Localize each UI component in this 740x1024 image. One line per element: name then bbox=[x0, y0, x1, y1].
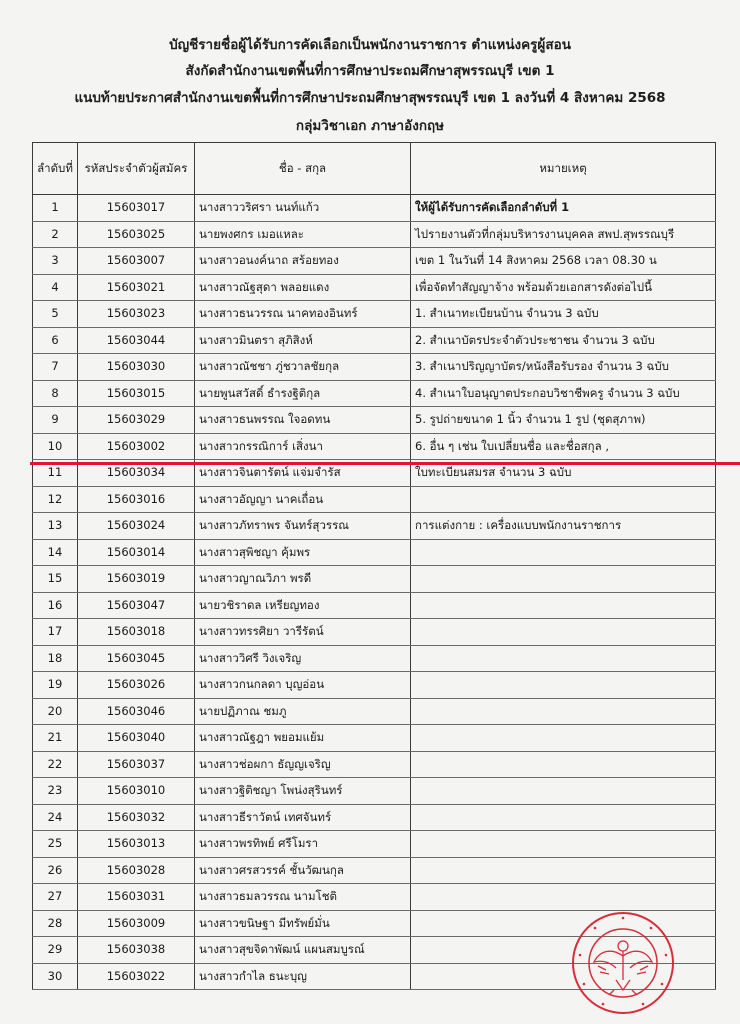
subject-group-title: กลุ่มวิชาเอก ภาษาอังกฤษ bbox=[295, 118, 445, 134]
applicant-id: 15603034 bbox=[78, 460, 195, 487]
table-row bbox=[33, 513, 716, 540]
applicant-id: 15603024 bbox=[78, 513, 195, 540]
table-row bbox=[33, 301, 716, 328]
full-name: นางสาวขนิษฐา มีทรัพย์มั่น bbox=[195, 910, 411, 937]
remark: เขต 1 ในวันที่ 14 สิงหาคม 2568 เวลา 08.30 น bbox=[411, 248, 716, 275]
row-number: 12 bbox=[33, 486, 78, 513]
row-number: 9 bbox=[33, 407, 78, 434]
applicant-id: 15603028 bbox=[78, 857, 195, 884]
table-row bbox=[33, 221, 716, 248]
row-number: 25 bbox=[33, 831, 78, 858]
full-name: นางสาวสุพิชญา คุ้มพร bbox=[195, 539, 411, 566]
remark bbox=[411, 884, 716, 911]
table-row bbox=[33, 274, 716, 301]
remark bbox=[411, 645, 716, 672]
applicant-id: 15603018 bbox=[78, 619, 195, 646]
table-row bbox=[33, 725, 716, 752]
row-number: 17 bbox=[33, 619, 78, 646]
applicant-id: 15603009 bbox=[78, 910, 195, 937]
table-row bbox=[33, 831, 716, 858]
table-row bbox=[33, 407, 716, 434]
full-name: นางสาวณัฐฎา พยอมแย้ม bbox=[195, 725, 411, 752]
remark: ให้ผู้ได้รับการคัดเลือกลำดับที่ 1 bbox=[411, 195, 716, 222]
table-row bbox=[33, 857, 716, 884]
full-name: นางสาวพรทิพย์ ศรีโมรา bbox=[195, 831, 411, 858]
remark bbox=[411, 725, 716, 752]
document-title-line-1: บัญชีรายชื่อผู้ได้รับการคัดเลือกเป็นพนักงานราชการ ตำแหน่งครูผู้สอน bbox=[169, 37, 571, 53]
full-name: นางสาวณัชชา ภู่ชวาลชัยกุล bbox=[195, 354, 411, 381]
table-row bbox=[33, 884, 716, 911]
remark: 6. อื่น ๆ เช่น ใบเปลี่ยนชื่อ และชื่อสกุล , bbox=[411, 433, 716, 460]
applicant-id: 15603021 bbox=[78, 274, 195, 301]
row-number: 3 bbox=[33, 248, 78, 275]
table-row bbox=[33, 433, 716, 460]
row-number: 19 bbox=[33, 672, 78, 699]
table-row bbox=[33, 672, 716, 699]
remark: ใบทะเบียนสมรส จำนวน 3 ฉบับ bbox=[411, 460, 716, 487]
table-row bbox=[33, 804, 716, 831]
full-name: นายวชิราดล เหรียญทอง bbox=[195, 592, 411, 619]
full-name: นางสาวอนงค์นาถ สร้อยทอง bbox=[195, 248, 411, 275]
applicant-id: 15603046 bbox=[78, 698, 195, 725]
full-name: นางสาวธนพรรณ ใจอดทน bbox=[195, 407, 411, 434]
full-name: นางสาวสุขจิดาพัฒน์ แผนสมบูรณ์ bbox=[195, 937, 411, 964]
applicant-id: 15603017 bbox=[78, 195, 195, 222]
full-name: นายปฏิภาณ ชมภู bbox=[195, 698, 411, 725]
applicant-id: 15603037 bbox=[78, 751, 195, 778]
full-name: นางสาวฐิติชญา โพน่งสุรินทร์ bbox=[195, 778, 411, 805]
table-row bbox=[33, 486, 716, 513]
row-number: 26 bbox=[33, 857, 78, 884]
row-number: 22 bbox=[33, 751, 78, 778]
row-number: 5 bbox=[33, 301, 78, 328]
applicant-id: 15603007 bbox=[78, 248, 195, 275]
applicant-id: 15603032 bbox=[78, 804, 195, 831]
applicant-id: 15603031 bbox=[78, 884, 195, 911]
table-row bbox=[33, 566, 716, 593]
applicant-id: 15603010 bbox=[78, 778, 195, 805]
full-name: นางสาวกำไล ธนะบุญ bbox=[195, 963, 411, 990]
row-number: 11 bbox=[33, 460, 78, 487]
applicant-id: 15603045 bbox=[78, 645, 195, 672]
row-number: 6 bbox=[33, 327, 78, 354]
full-name: นางสาววริศรา นนท์แก้ว bbox=[195, 195, 411, 222]
full-name: นางสาวญาณวิภา พรดี bbox=[195, 566, 411, 593]
full-name: นางสาวอัญญา นาคเถื่อน bbox=[195, 486, 411, 513]
row-number: 14 bbox=[33, 539, 78, 566]
red-highlight-line bbox=[30, 462, 740, 465]
row-number: 15 bbox=[33, 566, 78, 593]
remark bbox=[411, 566, 716, 593]
applicant-id: 15603026 bbox=[78, 672, 195, 699]
applicant-id: 15603044 bbox=[78, 327, 195, 354]
document-title-line-2: สังกัดสำนักงานเขตพื้นที่การศึกษาประถมศึกษาสุพรรณบุรี เขต 1 bbox=[185, 63, 555, 79]
full-name: นางสาวศรสวรรค์ ชั้นวัฒนกุล bbox=[195, 857, 411, 884]
table-row bbox=[33, 539, 716, 566]
table-row bbox=[33, 778, 716, 805]
full-name: นางสาววิศรี วิงเจริญ bbox=[195, 645, 411, 672]
row-number: 13 bbox=[33, 513, 78, 540]
remark: 1. สำเนาทะเบียนบ้าน จำนวน 3 ฉบับ bbox=[411, 301, 716, 328]
document-title-line-3: แนบท้ายประกาศสำนักงานเขตพื้นที่การศึกษาประถมศึกษาสุพรรณบุรี เขต 1 ลงวันที่ 4 สิงหาคม 2568 bbox=[74, 90, 666, 106]
full-name: นางสาวช่อผกา ธัญญเจริญ bbox=[195, 751, 411, 778]
table-header-row bbox=[33, 143, 716, 195]
full-name: นางสาวกนกลดา บุญอ่อน bbox=[195, 672, 411, 699]
row-number: 24 bbox=[33, 804, 78, 831]
full-name: นางสาวกรรณิการ์ เสิ่งนา bbox=[195, 433, 411, 460]
table-row bbox=[33, 327, 716, 354]
row-number: 28 bbox=[33, 910, 78, 937]
applicant-id: 15603014 bbox=[78, 539, 195, 566]
row-number: 1 bbox=[33, 195, 78, 222]
remark: เพื่อจัดทำสัญญาจ้าง พร้อมด้วยเอกสารดังต่อไปนี้ bbox=[411, 274, 716, 301]
applicant-id: 15603013 bbox=[78, 831, 195, 858]
full-name: นายพูนสวัสดิ์ ธำรงฐิติกุล bbox=[195, 380, 411, 407]
remark bbox=[411, 778, 716, 805]
table-row bbox=[33, 645, 716, 672]
row-number: 2 bbox=[33, 221, 78, 248]
remark: 4. สำเนาใบอนุญาตประกอบวิชาชีพครู จำนวน 3 ฉบับ bbox=[411, 380, 716, 407]
applicant-id: 15603015 bbox=[78, 380, 195, 407]
full-name: นายพงศกร เมอแหละ bbox=[195, 221, 411, 248]
row-number: 10 bbox=[33, 433, 78, 460]
row-number: 30 bbox=[33, 963, 78, 990]
row-number: 8 bbox=[33, 380, 78, 407]
column-header-remarks: หมายเหตุ bbox=[411, 143, 716, 195]
full-name: นางสาวธนวรรณ นาคทองอินทร์ bbox=[195, 301, 411, 328]
applicant-id: 15603016 bbox=[78, 486, 195, 513]
row-number: 18 bbox=[33, 645, 78, 672]
remark bbox=[411, 751, 716, 778]
remark: 5. รูปถ่ายขนาด 1 นิ้ว จำนวน 1 รูป (ชุดสุภาพ) bbox=[411, 407, 716, 434]
table-row bbox=[33, 380, 716, 407]
garuda-seal-icon bbox=[570, 910, 676, 1016]
applicant-id: 15603047 bbox=[78, 592, 195, 619]
applicant-id: 15603022 bbox=[78, 963, 195, 990]
remark bbox=[411, 831, 716, 858]
applicant-id: 15603002 bbox=[78, 433, 195, 460]
remark bbox=[411, 619, 716, 646]
remark bbox=[411, 698, 716, 725]
table-row bbox=[33, 195, 716, 222]
row-number: 7 bbox=[33, 354, 78, 381]
remark: ไปรายงานตัวที่กลุ่มบริหารงานบุคคล สพป.สุพรรณบุรี bbox=[411, 221, 716, 248]
remark bbox=[411, 672, 716, 699]
table-row bbox=[33, 248, 716, 275]
remark: 3. สำเนาปริญญาบัตร/หนังสือรับรอง จำนวน 3 ฉบับ bbox=[411, 354, 716, 381]
full-name: นางสาวธีราวัตน์ เทศจันทร์ bbox=[195, 804, 411, 831]
candidate-table bbox=[32, 142, 716, 990]
applicant-id: 15603019 bbox=[78, 566, 195, 593]
remark bbox=[411, 857, 716, 884]
row-number: 16 bbox=[33, 592, 78, 619]
full-name: นางสาวณัฐสุดา พลอยแดง bbox=[195, 274, 411, 301]
full-name: นางสาวมินตรา สุภิสิงห์ bbox=[195, 327, 411, 354]
table-row bbox=[33, 354, 716, 381]
column-header-order: ลำดับที่ bbox=[33, 143, 78, 195]
applicant-id: 15603023 bbox=[78, 301, 195, 328]
column-header-applicant-id: รหัสประจำตัวผู้สมัคร bbox=[78, 143, 195, 195]
applicant-id: 15603040 bbox=[78, 725, 195, 752]
table-row bbox=[33, 698, 716, 725]
full-name: นางสาวจินตารัตน์ แจ่มจำรัส bbox=[195, 460, 411, 487]
table-row bbox=[33, 619, 716, 646]
remark bbox=[411, 804, 716, 831]
remark: การแต่งกาย : เครื่องแบบพนักงานราชการ bbox=[411, 513, 716, 540]
table-row bbox=[33, 592, 716, 619]
row-number: 27 bbox=[33, 884, 78, 911]
remark: 2. สำเนาบัตรประจำตัวประชาชน จำนวน 3 ฉบับ bbox=[411, 327, 716, 354]
table-row bbox=[33, 751, 716, 778]
row-number: 20 bbox=[33, 698, 78, 725]
full-name: นางสาวธมลวรรณ นามโชติ bbox=[195, 884, 411, 911]
applicant-id: 15603038 bbox=[78, 937, 195, 964]
remark bbox=[411, 592, 716, 619]
remark bbox=[411, 539, 716, 566]
row-number: 21 bbox=[33, 725, 78, 752]
row-number: 29 bbox=[33, 937, 78, 964]
row-number: 4 bbox=[33, 274, 78, 301]
full-name: นางสาวภัทราพร จันทร์สุวรรณ bbox=[195, 513, 411, 540]
applicant-id: 15603030 bbox=[78, 354, 195, 381]
column-header-full-name: ชื่อ - สกุล bbox=[195, 143, 411, 195]
row-number: 23 bbox=[33, 778, 78, 805]
applicant-id: 15603025 bbox=[78, 221, 195, 248]
full-name: นางสาวทรรศิยา วารีรัตน์ bbox=[195, 619, 411, 646]
applicant-id: 15603029 bbox=[78, 407, 195, 434]
remark bbox=[411, 486, 716, 513]
